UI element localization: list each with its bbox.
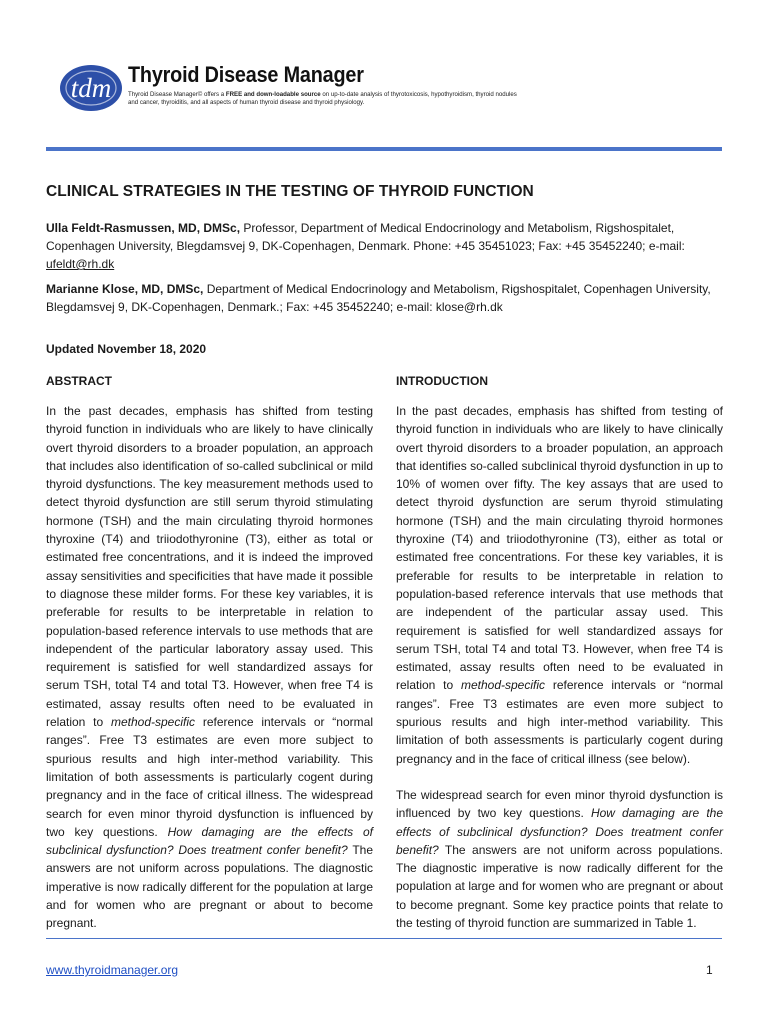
header-divider bbox=[46, 147, 722, 151]
site-title: Thyroid Disease Manager bbox=[128, 62, 364, 87]
author-2-name: Marianne Klose, MD, DMSc, bbox=[46, 282, 204, 296]
footer-website-link[interactable]: www.thyroidmanager.org bbox=[46, 963, 179, 977]
author-2 bbox=[46, 280, 726, 316]
document-title: CLINICAL STRATEGIES IN THE TESTING OF THYROID FUNCTION bbox=[46, 183, 534, 200]
updated-date: Updated November 18, 2020 bbox=[46, 342, 207, 356]
abstract-heading: ABSTRACT bbox=[46, 374, 112, 388]
abstract-paragraph: In the past decades, emphasis has shifted from testing thyroid function in individuals who are likely to have clinically overt thyroid disorders to a broader population, an approach that includes also identification of so-called subclinical or mild thyroid dysfunctions. The key measurement methods used to detect thyroid dysfunction are still serum thyroid stimulating hormone (TSH) and the main circulating thyroid hormones thyroxine (T4) and triiodothyronine (T3), either as total or estimated free concentrations, and it is indeed the improved assay sensitivities and specificities that have made it possible to diagnose these milder forms. For these key variables, it is preferable for results to be interpretable in relation to population-based reference intervals to use methods that are independent of the particular laboratory assay used. This requirement is satisfied for well standardized assays for serum TSH, total T4 and total T3. However, when free T4 is estimated, assay results often need to be evaluated in relation to method-specific reference intervals or “normal ranges”. Free T3 estimates are even more subject to spurious results and high inter-method variability. This limitation of both assessments is particularly cogent during pregnancy and in the face of critical illness. The widespread search for even minor thyroid dysfunction is influenced by two key questions. How damaging are the effects of subclinical dysfunction? Does treatment confer benefit? The answers are not uniform across populations. The diagnostic imperative is now radically different for the population at large and for women who are pregnant or about to become pregnant. bbox=[46, 404, 374, 931]
logo-text: tdm bbox=[70, 73, 112, 103]
author-1-email-link[interactable]: ufeldt@rh.dk bbox=[46, 257, 115, 271]
introduction-heading: INTRODUCTION bbox=[396, 374, 488, 388]
author-1-name: Ulla Feldt-Rasmussen, MD, DMSc, bbox=[46, 221, 241, 235]
abstract-section bbox=[46, 374, 373, 933]
page-number: 1 bbox=[706, 963, 713, 977]
author-1-affiliation: Professor, Department of Medical Endocrinology and Metabolism, Rigshospitalet, Copenhagen University, Blegdamsvej 9, DK-Copenhagen, Denmark. Phone: +45 35451023; Fax: +45 35452240; e-mail: bbox=[46, 221, 685, 253]
author-1 bbox=[46, 219, 726, 273]
tdm-logo-icon bbox=[58, 62, 124, 114]
footer-divider bbox=[46, 938, 722, 939]
introduction-section bbox=[396, 374, 723, 932]
introduction-paragraph-2: The widespread search for even minor thyroid dysfunction is influenced by two key questions. How damaging are the effects of subclinical dysfunction? Does treatment confer benefit? The answers are not uniform across populations. The diagnostic imperative is now radically different for the population at large and for women who are pregnant or about to become pregnant. Some key practice points that relate to the testing of thyroid function are summarized in Table 1. bbox=[396, 787, 723, 931]
introduction-paragraph-1: In the past decades, emphasis has shifted from testing of thyroid function in individuals who are likely to have clinically overt thyroid disorders to a broader population, an approach that identifies so-called subclinical thyroid dysfunction in up to 10% of women over fifty. The key assays that are used to detect thyroid dysfunction are serum thyroid stimulating hormone (TSH) and the main circulating thyroid hormones thyroxine (T4) and triiodothyronine (T3), either as total or estimated free concentrations. For these key variables, it is preferable for results to be interpretable in relation to population-based reference intervals that use methods that are independent of the particular assay used. This requirement is satisfied for well standardized assays for serum TSH, total T4 and total T3. However, when free T4 is estimated, assay results often need to be evaluated in relation to method-specific reference intervals or “normal ranges”. Free T3 estimates are even more subject to spurious results and high inter-method variability. This limitation of both assessments is particularly cogent during pregnancy and in the face of critical illness (see below). bbox=[396, 404, 723, 766]
site-tagline: Thyroid Disease Manager© offers a FREE and down-loadable source on up-to-date analysis of thyrotoxicosis, hypothyroidism, thyroid nodules and cancer, thyroiditis, and all aspects of human thyroid disease and thyroid physiology. bbox=[128, 91, 517, 107]
author-2-affiliation: Department of Medical Endocrinology and Metabolism, Rigshospitalet, Copenhagen University, Blegdamsvej 9, DK-Copenhagen, Denmark.; Fax: +45 35452240; e-mail: klose@rh.dk bbox=[46, 282, 711, 314]
